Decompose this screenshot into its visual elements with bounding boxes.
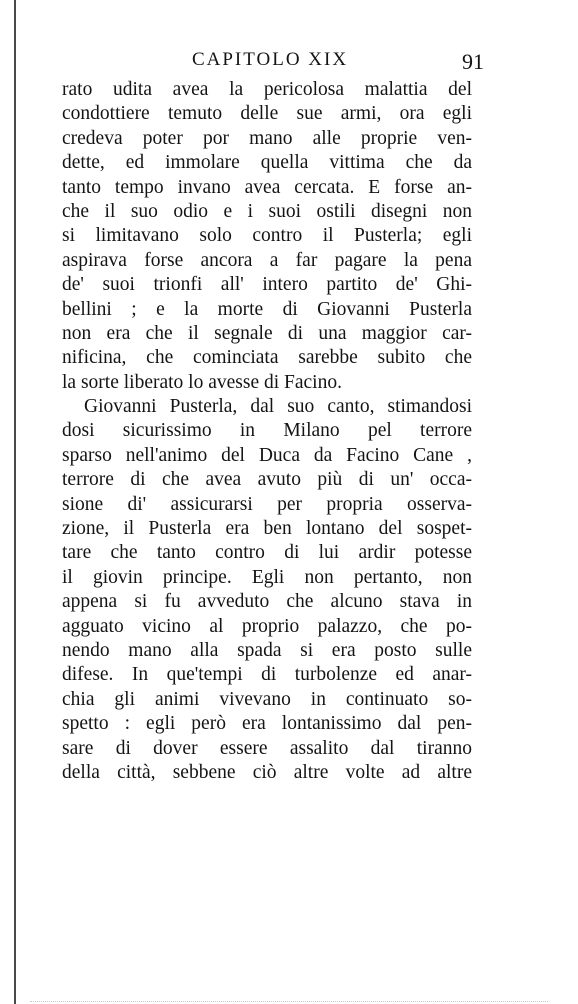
text-line: dosi sicurissimo in Milano pel terrore — [62, 420, 472, 442]
text-line: nendo mano alla spada si era posto sulle — [62, 639, 472, 661]
text-line: agguato vicino al proprio palazzo, che po- — [62, 615, 472, 637]
text-line: condottiere temuto delle sue armi, ora egli — [62, 103, 472, 125]
paragraph-end-line: la sorte liberato lo avesse di Facino. — [62, 371, 342, 393]
text-line: dette, ed immolare quella vittima che da — [62, 152, 472, 174]
text-line: bellini ; e la morte di Giovanni Pusterla — [62, 298, 472, 320]
body-text — [62, 78, 472, 785]
text-line: chia gli animi vivevano in continuato so- — [62, 688, 472, 710]
text-line: de' suoi trionfi all' intero partito de' Ghi- — [62, 274, 472, 296]
text-line: credeva poter por mano alle proprie ven- — [62, 127, 472, 149]
text-line: della città, sebbene ciò altre volte ad altre — [62, 761, 472, 783]
page-number: 91 — [462, 49, 484, 74]
text-line: che il suo odio e i suoi ostili disegni non — [62, 200, 472, 222]
paragraph-start-line: Giovanni Pusterla, dal suo canto, stimandosi — [84, 396, 472, 418]
text-line: rato udita avea la pericolosa malattia del — [62, 79, 472, 100]
text-line: tanto tempo invano avea cercata. E forse an- — [62, 176, 472, 198]
text-line: difese. In que'tempi di turbolenze ed anar- — [62, 664, 472, 686]
text-line: aspirava forse ancora a far pagare la pena — [62, 249, 472, 271]
text-line: nificina, che cominciata sarebbe subito che — [62, 347, 472, 369]
running-head: CAPITOLO XIX — [191, 49, 349, 70]
text-line: sparso nell'animo del Duca da Facino Cane , — [62, 444, 472, 466]
text-line: zione, il Pusterla era ben lontano del sospet- — [62, 518, 472, 540]
page-spine-edge — [14, 0, 16, 1004]
text-line: tare che tanto contro di lui ardir potesse — [62, 542, 472, 564]
bottom-page-edge — [30, 1000, 548, 1002]
text-line: sione di' assicurarsi per propria osserva- — [62, 493, 472, 515]
text-line: terrore di che avea avuto più di un' occa- — [62, 469, 472, 491]
text-line: sare di dover essere assalito dal tiranno — [62, 737, 472, 759]
text-line: si limitavano solo contro il Pusterla; egli — [62, 225, 472, 247]
text-line: appena si fu avveduto che alcuno stava in — [62, 591, 472, 613]
text-line: spetto : egli però era lontanissimo dal pen- — [62, 713, 472, 735]
page-header — [62, 46, 484, 74]
text-line: non era che il segnale di una maggior car- — [62, 322, 472, 344]
text-line: il giovin principe. Egli non pertanto, non — [62, 566, 472, 588]
